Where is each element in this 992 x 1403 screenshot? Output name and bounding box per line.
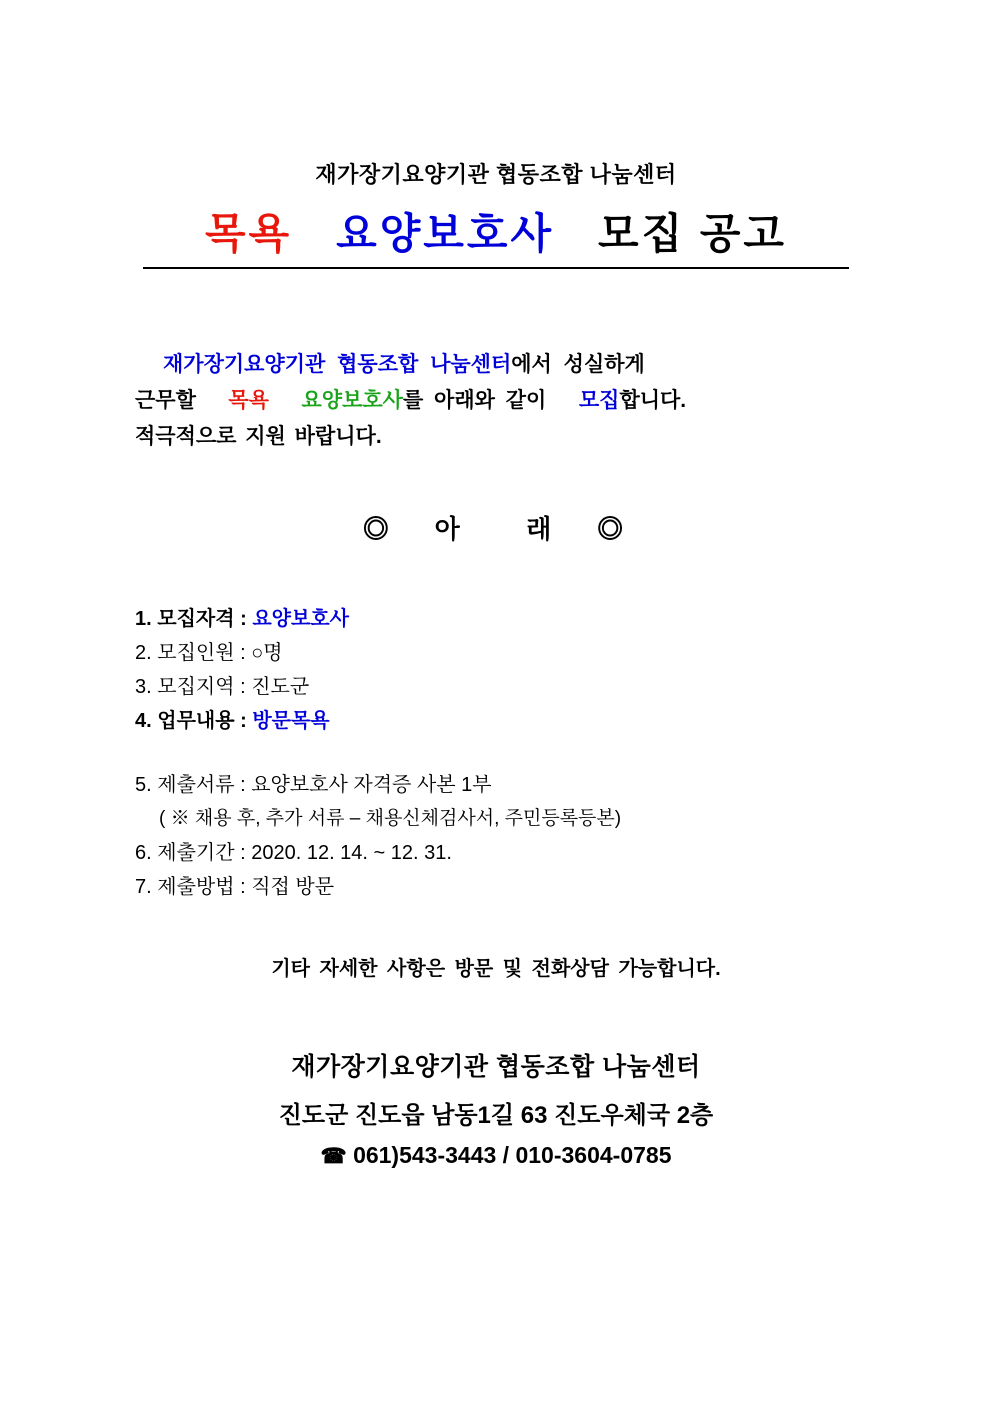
list-item-value: ○명: [251, 642, 283, 664]
list-item-label: 모집지역 :: [157, 676, 246, 698]
arae-right-mark: ◎: [597, 514, 630, 544]
list-item-label: 모집인원 :: [157, 642, 246, 664]
intro-highlight-caregiver: 요양보호사: [301, 389, 403, 412]
contact-note: 기타 자세한 사항은 방문 및 전화상담 가능합니다.: [271, 958, 721, 980]
intro-line-2: [135, 383, 857, 419]
list-item-value: 요양보호사 자격증 사본 1부: [251, 774, 492, 796]
list-item-value: 2020. 12. 14. ~ 12. 31.: [251, 842, 452, 864]
list-item-label: 모집자격 :: [157, 608, 247, 630]
list-item-number: 7.: [135, 876, 152, 898]
list-item: [135, 602, 857, 636]
intro-center-name: 재가장기요양기관 협동조합 나눔센터: [163, 353, 512, 376]
list-item-number: 5.: [135, 774, 152, 796]
list-item-value: 방문목욕: [252, 710, 330, 732]
footer-phone-number: 061)543-3443 / 010-3604-0785: [353, 1142, 672, 1168]
title-part-black: 모집 공고: [598, 210, 788, 257]
intro-line-2-mid: 를 아래와 같이: [402, 389, 547, 412]
list-item-number: 1.: [135, 608, 152, 630]
arae-char-1: 아: [434, 514, 466, 544]
footer-block: [135, 1047, 857, 1169]
intro-line-2-pre: 근무할: [135, 389, 196, 412]
main-title-container: [143, 201, 849, 269]
details-list-group-2: [135, 768, 857, 904]
footer-organization-name: 재가장기요양기관 협동조합 나눔센터: [291, 1053, 701, 1081]
submission-documents-note: ( ※ 채용 후, 추가 서류 – 채용신체검사서, 주민등록등본): [159, 808, 622, 829]
list-item-number: 6.: [135, 842, 152, 864]
intro-line-1-rest: 에서 성실하게: [511, 353, 645, 376]
arae-left-mark: ◎: [362, 514, 395, 544]
list-item-label: 업무내용 :: [157, 710, 247, 732]
intro-line-3: 적극적으로 지원 바랍니다.: [135, 425, 382, 448]
list-item-value: 진도군: [251, 676, 310, 698]
intro-highlight-bath: 목욕: [228, 389, 269, 412]
list-item: [135, 836, 857, 870]
telephone-icon: ☎: [320, 1145, 347, 1168]
organization-line: 재가장기요양기관 협동조합 나눔센터: [315, 162, 677, 187]
arae-char-2: 래: [526, 514, 558, 544]
intro-paragraph: [135, 347, 857, 455]
list-item-label: 제출기간 :: [157, 842, 246, 864]
list-item-label: 제출방법 :: [157, 876, 246, 898]
list-item-value: 요양보호사: [252, 608, 349, 630]
list-item: [135, 704, 857, 738]
intro-line-1: [135, 347, 857, 383]
footer-address: 진도군 진도읍 남동1길 63 진도우체국 2층: [278, 1102, 714, 1129]
list-item-value: 직접 방문: [251, 876, 335, 898]
list-item-number: 4.: [135, 710, 152, 732]
details-list: [135, 602, 857, 904]
intro-line-2-end: 합니다.: [619, 389, 687, 412]
arae-divider: [135, 509, 857, 546]
list-item: [135, 870, 857, 904]
title-part-blue: 요양보호사: [336, 210, 555, 257]
list-item: [135, 636, 857, 670]
page-title: [143, 201, 849, 261]
intro-highlight-recruit: 모집: [578, 389, 620, 412]
list-item: [135, 768, 857, 802]
list-item: [135, 670, 857, 704]
list-item-label: 제출서류 :: [157, 774, 246, 796]
title-part-red: 목욕: [204, 210, 293, 257]
footer-phone-line: [135, 1142, 857, 1169]
list-item-number: 2.: [135, 642, 152, 664]
list-item-number: 3.: [135, 676, 152, 698]
